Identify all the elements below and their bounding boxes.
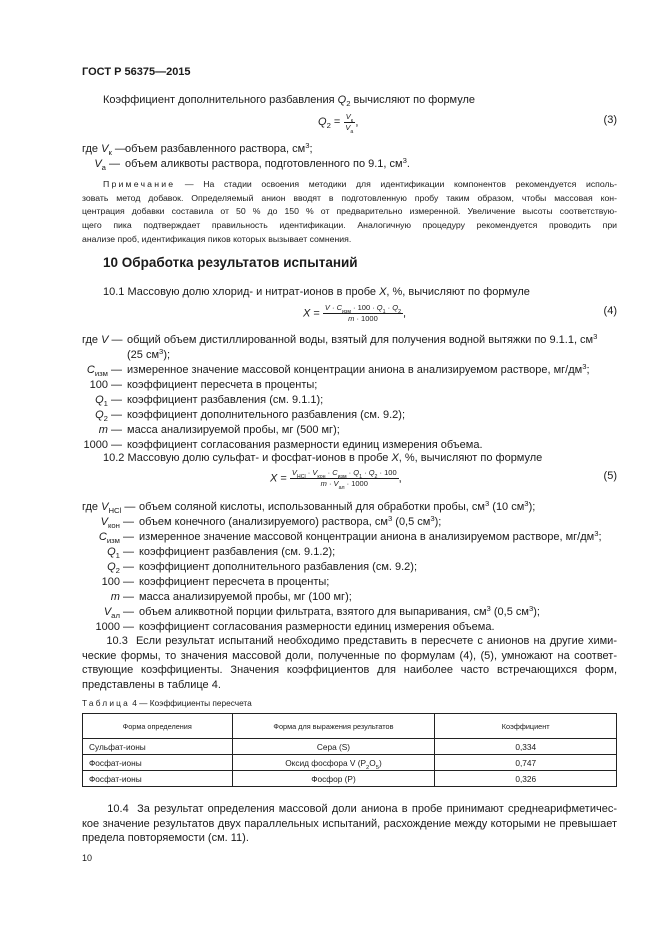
text-run: — <box>119 531 134 543</box>
text-run: m <box>320 479 327 488</box>
definition-symbol <box>82 423 122 438</box>
definition-symbol <box>82 560 134 575</box>
text-run: . <box>406 158 410 170</box>
text-run: X <box>391 452 399 464</box>
equation-number: (3) <box>603 114 617 126</box>
text-run: — <box>107 394 122 406</box>
text-run: коэффициент дополнительного разбавления (см. 9.2); <box>139 561 418 573</box>
definition-text <box>134 500 535 515</box>
cell-form: Сульфат-ионы <box>83 739 233 755</box>
definition-item <box>82 545 602 560</box>
text-run: ); <box>528 501 536 513</box>
superscript: 3 <box>430 514 435 523</box>
text-run: коэффициент пересчета в проценты; <box>127 379 318 391</box>
formula-4 <box>303 303 406 324</box>
subscript: 5 <box>375 764 379 771</box>
column-header: Форма определения <box>83 714 233 739</box>
denominator <box>343 123 355 133</box>
text-run: Q <box>95 409 104 421</box>
text-run: C <box>86 364 95 376</box>
numerator <box>344 112 355 123</box>
formula-5 <box>270 468 402 489</box>
definition-symbol <box>82 545 134 560</box>
subscript: кон <box>107 521 120 530</box>
subscript: изм <box>106 536 120 545</box>
cell-form: Фосфат-ионы <box>83 755 233 771</box>
text-run: V <box>101 143 109 155</box>
subscript: изм <box>342 309 351 315</box>
text-run: коэффициент пересчета в проценты; <box>139 576 330 588</box>
definition-item <box>82 530 602 545</box>
subscript: а <box>101 163 106 172</box>
subscript: 2 <box>398 309 401 315</box>
text-run: · 1000 <box>354 314 378 323</box>
subscript: 2 <box>115 566 120 575</box>
text-run: — <box>105 158 120 170</box>
text-run: m <box>110 591 120 603</box>
text-run: Фосфор (P) <box>311 773 356 784</box>
text-run: V <box>345 112 351 121</box>
text-run: X <box>379 286 387 298</box>
text-run: · <box>325 468 333 477</box>
definition-text <box>122 348 170 363</box>
text-run: O <box>369 757 376 768</box>
text-run: вычисляют по формуле <box>350 94 476 106</box>
subscript: к <box>350 118 354 124</box>
definition-text <box>134 575 329 590</box>
paragraph-10-4-line: предела повторяемости (см. 11). <box>82 832 249 845</box>
superscript: 3 <box>402 156 407 165</box>
definition-item <box>82 393 597 408</box>
text-run: коэффициент разбавления (см. 9.1.2); <box>139 546 336 558</box>
paragraph-10-3-line: ческие формы, то значения массовой доли, полученные по формулам (4), (5), умножают на соответ- <box>82 649 617 662</box>
text-run: где <box>82 143 102 155</box>
text-run: ; <box>309 143 313 155</box>
definition-text <box>122 393 323 408</box>
cell-expression <box>232 771 435 787</box>
text-run: 1000 — <box>95 621 134 633</box>
text-run: V <box>101 334 109 346</box>
text-run: ); <box>163 349 171 361</box>
punctuation: , <box>398 472 402 485</box>
text-run: = <box>310 307 323 320</box>
text-run: C <box>336 303 342 312</box>
text-run: объем соляной кислоты, использованный для обработки пробы, см <box>139 501 485 513</box>
definition-item <box>82 620 602 635</box>
text-run: — <box>119 606 134 618</box>
definition-item <box>82 575 602 590</box>
column-header: Коэффициент <box>435 714 617 739</box>
text-run: — <box>119 546 134 558</box>
definition-symbol <box>82 393 122 408</box>
definition-text <box>120 142 313 157</box>
text-run: 100 — <box>89 379 122 391</box>
definition-item <box>82 500 602 515</box>
definition-symbol <box>82 378 122 393</box>
text-run: V <box>312 468 318 477</box>
definition-symbol <box>82 348 122 363</box>
text-run: , %, вычисляют по формуле <box>386 286 530 298</box>
definition-symbol <box>82 530 134 545</box>
text-run: Q <box>318 116 327 129</box>
table-row <box>83 755 617 771</box>
text-run: измеренное значение массовой концентрации аниона в анализируемом растворе, мг/дм <box>127 364 583 376</box>
text-run: ); <box>533 606 540 618</box>
definition-text <box>134 605 540 620</box>
text-run: = <box>330 116 344 129</box>
text-run: C <box>332 468 338 477</box>
text-run: где <box>82 501 102 513</box>
subscript: ал <box>338 485 345 491</box>
definition-symbol <box>82 333 122 348</box>
text-run: Q <box>353 468 360 477</box>
definition-item <box>82 408 597 423</box>
denominator <box>319 479 370 489</box>
text-run: 100 — <box>101 576 134 588</box>
text-run: — <box>119 591 134 603</box>
text-run: Q <box>95 394 104 406</box>
text-run: — <box>107 409 122 421</box>
paragraph-10-4-line: кое значение результатов двух параллельных испытаний, расхождение между которыми не превышает <box>82 817 617 830</box>
text-run: Q <box>107 546 116 558</box>
text-run: Оксид фосфора V (P <box>285 757 367 768</box>
text-run: · <box>362 468 369 477</box>
definition-symbol <box>82 590 134 605</box>
note-line: Примечание — На стадии освоения методики для идентификации компонентов рекомендуется исполь- <box>82 178 617 191</box>
text-run: — <box>108 334 123 346</box>
paragraph-10-2 <box>103 451 542 465</box>
definition-text <box>122 408 405 423</box>
definition-item <box>82 157 410 172</box>
text-run: , %, вычисляют по формуле <box>398 452 543 464</box>
definition-item <box>82 348 597 363</box>
definitions-5 <box>82 500 602 635</box>
definition-symbol <box>82 142 126 157</box>
formula-lhs <box>303 307 323 319</box>
text-run: · <box>329 303 337 312</box>
document-header: ГОСТ Р 56375—2015 <box>82 66 191 78</box>
note-line: центрация добавки составила от 50 % до 150 % от предварительно измеренной. Увеличение высоты соответствую- <box>82 206 617 217</box>
definition-item <box>82 333 597 348</box>
subscript: изм <box>94 369 108 378</box>
subscript: HCl <box>108 506 122 515</box>
subscript: 2 <box>374 474 378 480</box>
denominator <box>346 314 380 324</box>
definition-item <box>82 142 410 157</box>
text-run: · <box>385 303 393 312</box>
text-run: масса анализируемой пробы, мг (500 мг); <box>127 424 340 436</box>
text-run: · 100 · <box>350 303 377 312</box>
subscript: кон <box>317 474 326 480</box>
paragraph-10-3-line: представлены в таблице 4. <box>82 679 221 692</box>
subscript: 1 <box>382 309 386 315</box>
paragraph-10-4-line: 10.4 За результат определения массовой доли аниона в пробе принимают среднеарифметичес- <box>82 803 617 815</box>
text-run: V <box>103 606 112 618</box>
definition-item <box>82 605 602 620</box>
definition-symbol <box>82 500 134 515</box>
text-run: — <box>111 143 126 155</box>
definition-symbol <box>82 620 134 635</box>
text-run: C <box>98 531 107 543</box>
table-row <box>83 771 617 787</box>
text-run: (0,5 см <box>392 516 431 528</box>
subscript: а <box>350 129 354 135</box>
subscript: 1 <box>115 551 120 560</box>
text-run: коэффициент согласования размерности единиц измерения объема. <box>139 621 495 633</box>
text-run: объем разбавленного раствора, см <box>125 143 306 155</box>
fraction <box>343 112 355 133</box>
superscript: 3 <box>305 141 310 150</box>
definitions-3 <box>82 142 410 172</box>
superscript: 3 <box>593 332 598 341</box>
text-run: где <box>82 334 102 346</box>
paragraph-10-3-line: 10.3 Если результат испытаний необходимо представить в пересчете с анионов на другие хими- <box>82 635 617 647</box>
text-run: V <box>345 123 351 132</box>
text-run: Q <box>107 561 116 573</box>
column-header: Форма для выражения результатов <box>232 714 435 739</box>
definition-item <box>82 515 602 530</box>
text-run: — <box>107 424 122 436</box>
definitions-4 <box>82 333 597 453</box>
subscript: 2 <box>103 414 108 423</box>
subscript: 2 <box>366 764 370 771</box>
definition-text <box>122 423 340 438</box>
text-run: Q <box>392 303 399 312</box>
text-run: 10.2 Массовую долю сульфат- и фосфат-ионов в пробе <box>103 452 392 464</box>
text-run: ); <box>434 516 442 528</box>
text-run: · <box>346 468 354 477</box>
definition-text <box>120 157 410 172</box>
superscript: 3 <box>486 604 491 613</box>
formula-3 <box>318 112 358 133</box>
text-run: объем конечного (анализируемого) раствора, см <box>139 516 388 528</box>
superscript: 3 <box>387 514 393 523</box>
equation-number: (4) <box>603 305 617 317</box>
text-run: V <box>101 501 109 513</box>
text-run: Сера (S) <box>316 741 351 752</box>
subscript: изм <box>337 474 347 480</box>
text-run: ; <box>586 364 590 376</box>
superscript: 3 <box>524 499 529 508</box>
definition-text <box>134 590 352 605</box>
definition-text <box>122 333 597 348</box>
text-run: — <box>119 561 134 573</box>
subscript: ал <box>111 611 120 620</box>
text-run: · 100 <box>377 468 397 477</box>
text-run: масса анализируемой пробы, мг (100 мг); <box>139 591 352 603</box>
text-run: Q <box>337 94 347 106</box>
text-run: измеренное значение массовой концентрации аниона в анализируемом растворе, мг/дм <box>139 531 595 543</box>
subscript: 1 <box>103 399 108 408</box>
subscript: к <box>108 148 112 157</box>
definition-symbol <box>82 605 134 620</box>
note-line: зовать метод добавок. Определяемый анион вводят в подготовленную пробу таким образом, чтобы массовая кон- <box>82 192 617 203</box>
definition-text <box>134 515 441 530</box>
numerator <box>323 303 403 314</box>
coefficients-table <box>82 713 617 787</box>
text-run: ; <box>598 531 602 543</box>
text-run: ) <box>378 757 382 768</box>
table-row <box>83 739 617 755</box>
text-run: V <box>324 303 330 312</box>
definition-text <box>134 530 602 545</box>
text-run: общий объем дистиллированной воды, взятый для получения водной вытяжки по 9.1.1, см <box>127 334 594 346</box>
text-run: 10.1 Массовую долю хлорид- и нитрат-ионов в пробе <box>103 286 380 298</box>
superscript: 3 <box>528 604 534 613</box>
text-run: V <box>100 516 108 528</box>
fraction <box>323 303 403 324</box>
text-run: Коэффициент дополнительного разбавления <box>103 94 338 106</box>
text-run: — <box>119 516 134 528</box>
text-run: (25 см <box>127 349 160 361</box>
definition-symbol <box>82 363 122 378</box>
cell-expression <box>232 739 435 755</box>
definition-symbol <box>82 157 120 172</box>
text-run: · <box>305 468 313 477</box>
page-number: 10 <box>82 853 93 863</box>
formula-lhs <box>318 116 344 131</box>
definition-item <box>82 423 597 438</box>
text-run: (10 см <box>489 501 525 513</box>
cell-expression <box>232 755 435 771</box>
text-run: m <box>98 424 108 436</box>
text-run: V <box>333 479 339 488</box>
definition-item <box>82 378 597 393</box>
q2-intro <box>103 93 475 107</box>
cell-coefficient: 0,747 <box>435 755 617 771</box>
definition-text <box>134 545 335 560</box>
subscript: 2 <box>346 99 351 108</box>
definition-symbol <box>82 408 122 423</box>
text-run: (0,5 см <box>490 606 529 618</box>
punctuation: , <box>403 307 407 320</box>
superscript: 3 <box>594 529 599 538</box>
text-run: m <box>348 314 355 323</box>
definition-text <box>122 363 590 378</box>
superscript: 3 <box>484 499 490 508</box>
text-run: X <box>303 307 311 320</box>
text-run: X <box>270 472 278 485</box>
definition-symbol <box>82 515 134 530</box>
superscript: 3 <box>582 362 587 371</box>
text-run: · <box>326 479 334 488</box>
cell-coefficient: 0,326 <box>435 771 617 787</box>
equation-number: (5) <box>603 470 617 482</box>
definition-text <box>134 620 495 635</box>
text-run: коэффициент разбавления (см. 9.1.1); <box>127 394 324 406</box>
definition-item <box>82 590 602 605</box>
note-label: Примечание <box>103 179 176 189</box>
text-run: · 1000 <box>344 479 368 488</box>
text-run: 1000 — <box>83 439 122 451</box>
numerator <box>290 468 399 479</box>
text-run: коэффициент дополнительного разбавления (см. 9.2); <box>127 409 406 421</box>
paragraph-10-3-line: ствующие коэффициенты. Значения коэффициентов для наиболее часто встречающихся форм, <box>82 664 617 677</box>
section-heading: 10 Обработка результатов испытаний <box>103 255 358 270</box>
text-run: объем аликвоты раствора, подготовленного по 9.1, см <box>125 158 403 170</box>
definition-item <box>82 363 597 378</box>
superscript: 3 <box>159 347 164 356</box>
text-run: Q <box>376 303 383 312</box>
formula-lhs <box>270 472 290 484</box>
definition-text <box>134 560 417 575</box>
table-caption: Таблица 4 — Коэффициенты пересчета <box>82 698 252 708</box>
definition-symbol <box>82 575 134 590</box>
subscript: 1 <box>359 474 363 480</box>
text-run: — <box>107 364 122 376</box>
text-run: коэффициент согласования размерности единиц измерения объема. <box>127 439 483 451</box>
punctuation: , <box>355 116 359 129</box>
text-run: V <box>291 468 297 477</box>
text-run: V <box>94 158 102 170</box>
subscript: 2 <box>326 121 331 131</box>
cell-form: Фосфат-ионы <box>83 771 233 787</box>
text-run: — <box>121 501 136 513</box>
text-run: объем аликвотной порции фильтрата, взятого для выпаривания, см <box>139 606 487 618</box>
paragraph-10-1 <box>103 285 530 299</box>
definition-item <box>82 560 602 575</box>
subscript: HCl <box>296 474 306 480</box>
definition-text <box>122 378 317 393</box>
fraction <box>290 468 399 489</box>
text-run: = <box>277 472 290 485</box>
note-line: щего пика подтверждает правильность идентификации. Аналогичную процедуру рекомендуется проводить при <box>82 220 617 231</box>
note-line: анализе проб, идентификация пиков которых вызывает сомнения. <box>82 233 352 244</box>
text-run: Q <box>368 468 375 477</box>
cell-coefficient: 0,334 <box>435 739 617 755</box>
